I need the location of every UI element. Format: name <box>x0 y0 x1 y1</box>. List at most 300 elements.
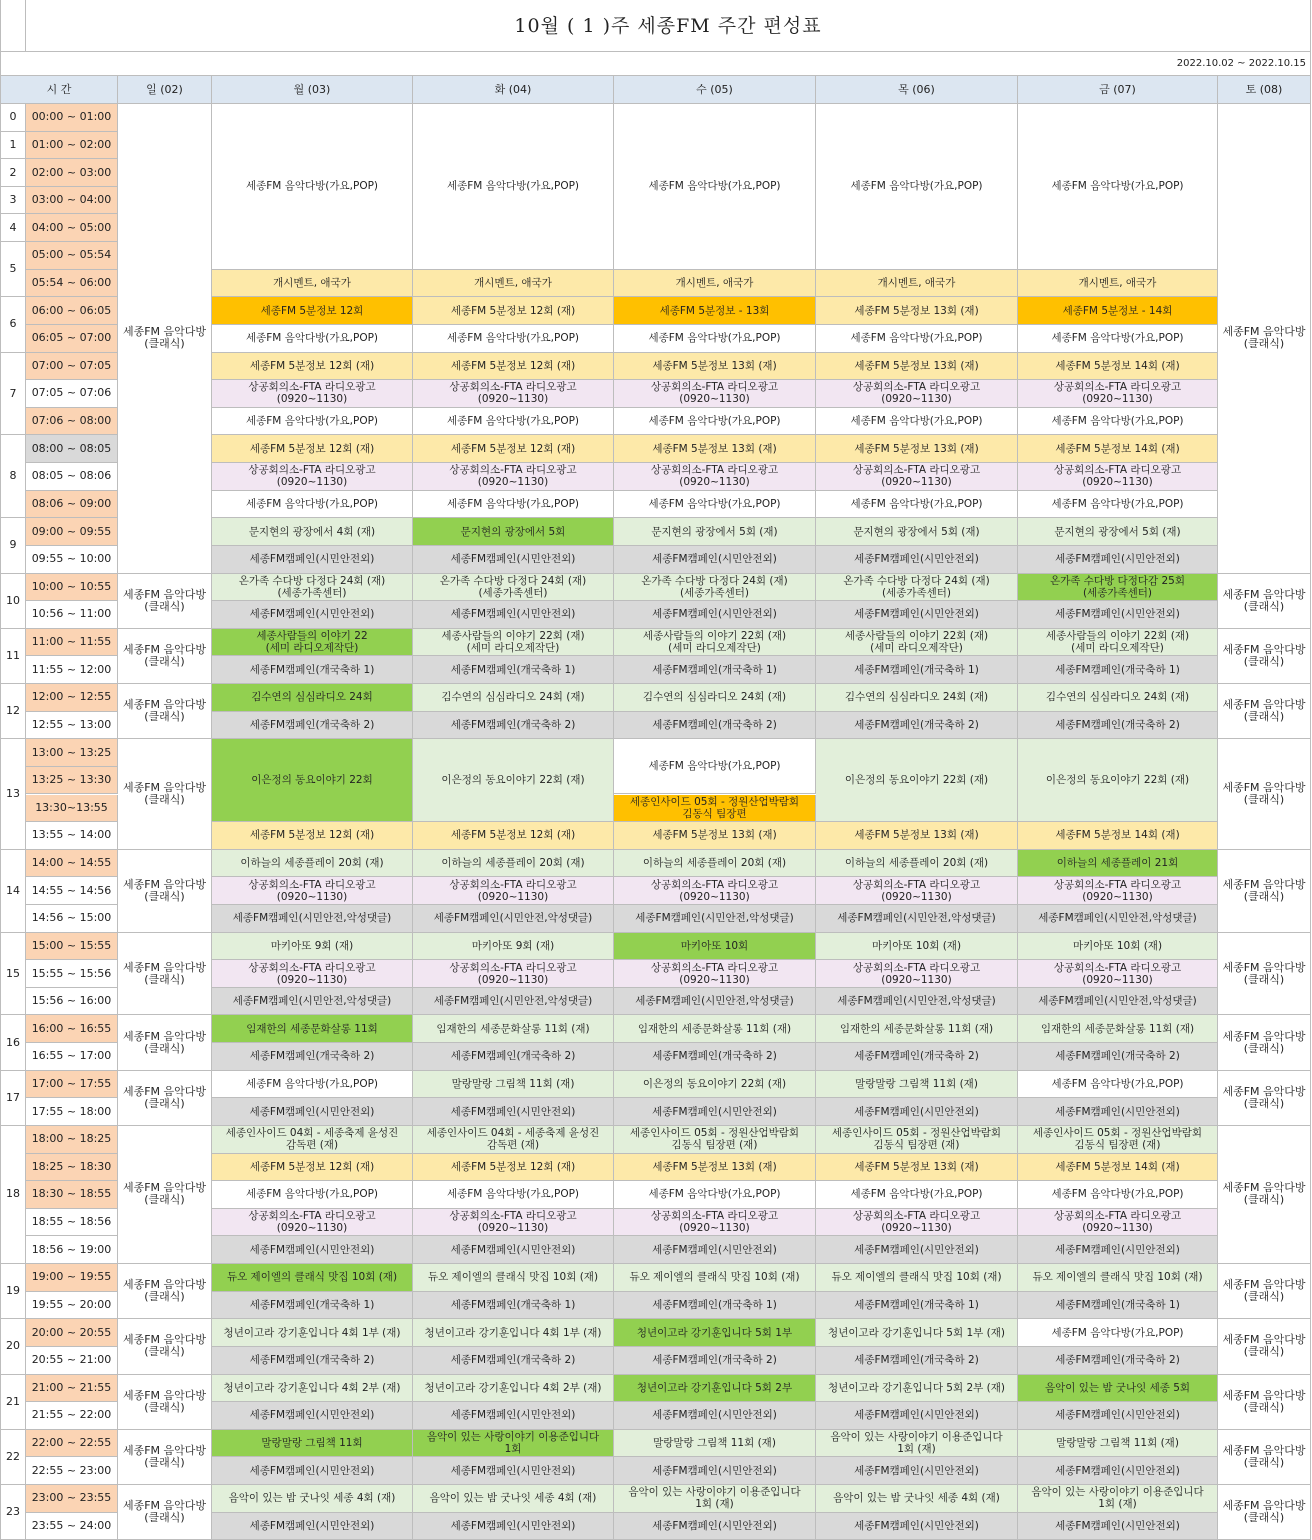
program-cell: 문지현의 광장에서 5회 (재) <box>1018 518 1218 546</box>
program-cell: 세종FM 5분정보 12회 (재) <box>413 353 614 381</box>
program-cell: 마키아또 10회 (재) <box>1018 933 1218 961</box>
saturday-program: 세종FM 음악다방 (클래식) <box>1218 1071 1311 1126</box>
program-cell: 상공회의소-FTA 라디오광고 (0920~1130) <box>413 463 614 491</box>
program-cell: 상공회의소-FTA 라디오광고 (0920~1130) <box>614 463 816 491</box>
program-cell: 상공회의소-FTA 라디오광고 (0920~1130) <box>816 380 1018 408</box>
program-cell: 상공회의소-FTA 라디오광고 (0920~1130) <box>413 1209 614 1237</box>
program-cell: 개시멘트, 애국가 <box>413 270 614 298</box>
sunday-program: 세종FM 음악다방 (클래식) <box>118 684 212 739</box>
hour-label: 5 <box>0 242 26 297</box>
program-cell: 임재한의 세종문화살롱 11회 (재) <box>816 1015 1018 1043</box>
program-cell: 세종FM캠페인(시민안전외) <box>816 1236 1018 1264</box>
program-cell: 세종FM 5분정보 12회 (재) <box>212 353 413 381</box>
sunday-program: 세종FM 음악다방 (클래식) <box>118 1430 212 1485</box>
program-cell: 세종FM 5분정보 13회 (재) <box>816 353 1018 381</box>
program-cell: 세종FM캠페인(개국축하 2) <box>1018 1347 1218 1375</box>
program-cell: 음악이 있는 사랑이야기 이용준입니다 1회 (재) <box>1018 1485 1218 1513</box>
time-slot: 02:00 ~ 03:00 <box>26 159 118 187</box>
time-slot: 15:56 ~ 16:00 <box>26 988 118 1016</box>
sunday-program: 세종FM 음악다방 (클래식) <box>118 850 212 933</box>
program-cell: 세종FM 음악다방(가요,POP) <box>413 1181 614 1209</box>
program-cell: 이은정의 동요이야기 22회 (재) <box>614 1071 816 1099</box>
program-cell: 이은정의 동요이야기 22회 (재) <box>1018 739 1218 822</box>
program-cell: 청년이고라 강기훈입니다 5회 1부 (재) <box>816 1319 1018 1347</box>
program-cell: 말랑말랑 그림책 11회 (재) <box>1018 1430 1218 1458</box>
program-cell: 상공회의소-FTA 라디오광고 (0920~1130) <box>816 877 1018 905</box>
program-cell: 세종FM캠페인(개국축하 2) <box>413 712 614 740</box>
program-cell: 세종FM 5분정보 14회 (재) <box>1018 822 1218 850</box>
program-cell: 이하늘의 세종플레이 20회 (재) <box>614 850 816 878</box>
sunday-program: 세종FM 음악다방 (클래식) <box>118 629 212 684</box>
time-slot: 14:00 ~ 14:55 <box>26 850 118 878</box>
sunday-program: 세종FM 음악다방 (클래식) <box>118 1485 212 1540</box>
sunday-program: 세종FM 음악다방 (클래식) <box>118 104 212 574</box>
program-cell: 세종FM 5분정보 13회 (재) <box>816 435 1018 463</box>
time-slot: 08:06 ~ 09:00 <box>26 491 118 519</box>
time-slot: 05:54 ~ 06:00 <box>26 270 118 298</box>
hour-label: 16 <box>0 1015 26 1070</box>
time-slot: 18:56 ~ 19:00 <box>26 1236 118 1264</box>
program-cell: 세종FM캠페인(시민안전외) <box>413 1457 614 1485</box>
saturday-program: 세종FM 음악다방 (클래식) <box>1218 574 1311 629</box>
saturday-program: 세종FM 음악다방 (클래식) <box>1218 1319 1311 1374</box>
sunday-program: 세종FM 음악다방 (클래식) <box>118 1264 212 1319</box>
sunday-program: 세종FM 음악다방 (클래식) <box>118 574 212 629</box>
program-cell: 세종FM캠페인(시민안전외) <box>413 546 614 574</box>
program-cell: 세종FM캠페인(시민안전외) <box>413 1098 614 1126</box>
program-cell: 세종FM캠페인(시민안전외) <box>816 1457 1018 1485</box>
saturday-program: 세종FM 음악다방 (클래식) <box>1218 1485 1311 1540</box>
program-cell: 세종FM캠페인(시민안전외) <box>212 1457 413 1485</box>
hour-label: 13 <box>0 739 26 849</box>
program-cell: 임재한의 세종문화살롱 11회 <box>212 1015 413 1043</box>
program-cell: 음악이 있는 밤 굿나잇 세종 4회 (재) <box>413 1485 614 1513</box>
program-cell: 청년이고라 강기훈입니다 5회 2부 <box>614 1375 816 1403</box>
time-slot: 18:55 ~ 18:56 <box>26 1209 118 1237</box>
program-cell: 세종FM 음악다방(가요,POP) <box>1018 325 1218 353</box>
hour-label: 23 <box>0 1485 26 1540</box>
time-slot: 22:55 ~ 23:00 <box>26 1457 118 1485</box>
header-time: 시 간 <box>0 76 118 104</box>
program-cell: 세종FM캠페인(개국축하 1) <box>413 1292 614 1320</box>
sunday-program: 세종FM 음악다방 (클래식) <box>118 1015 212 1070</box>
program-cell: 듀오 제이엘의 클래식 맛집 10회 (재) <box>614 1264 816 1292</box>
program-cell: 세종FM캠페인(개국축하 2) <box>614 1347 816 1375</box>
program-cell: 상공회의소-FTA 라디오광고 (0920~1130) <box>413 960 614 988</box>
program-cell: 세종FM캠페인(시민안전외) <box>1018 1513 1218 1540</box>
time-slot: 09:55 ~ 10:00 <box>26 546 118 574</box>
program-cell: 세종FM캠페인(시민안전외) <box>1018 546 1218 574</box>
program-cell: 세종FM캠페인(시민안전외) <box>212 546 413 574</box>
program-cell: 문지현의 광장에서 5회 <box>413 518 614 546</box>
program-cell: 음악이 있는 사랑이야기 이용준입니다 1회 (재) <box>614 1485 816 1513</box>
program-cell: 세종FM캠페인(시민안전외) <box>1018 1457 1218 1485</box>
program-cell: 청년이고라 강기훈입니다 4회 1부 (재) <box>413 1319 614 1347</box>
program-cell: 세종FM캠페인(시민안전,악성댓글) <box>1018 905 1218 933</box>
program-cell: 김수연의 심심라디오 24회 (재) <box>614 684 816 712</box>
program-cell: 세종FM캠페인(시민안전외) <box>1018 1236 1218 1264</box>
hour-label: 0 <box>0 104 26 132</box>
program-cell: 세종FM캠페인(시민안전,악성댓글) <box>614 988 816 1016</box>
program-cell: 이은정의 동요이야기 22회 (재) <box>816 739 1018 822</box>
program-cell: 세종FM 음악다방(가요,POP) <box>212 408 413 436</box>
program-cell: 세종FM 음악다방(가요,POP) <box>1018 1181 1218 1209</box>
hour-label: 4 <box>0 214 26 242</box>
program-cell: 세종FM캠페인(시민안전외) <box>816 601 1018 629</box>
saturday-program: 세종FM 음악다방 (클래식) <box>1218 104 1311 574</box>
program-cell: 세종FM 음악다방(가요,POP) <box>1018 1071 1218 1099</box>
time-slot: 17:55 ~ 18:00 <box>26 1098 118 1126</box>
program-cell: 상공회의소-FTA 라디오광고 (0920~1130) <box>413 877 614 905</box>
program-cell: 온가족 수다방 다정다 24회 (재) (세종가족센터) <box>413 574 614 602</box>
program-cell: 세종사람들의 이야기 22회 (재) (세미 라디오제작단) <box>413 629 614 657</box>
program-cell: 세종FM캠페인(개국축하 1) <box>816 656 1018 684</box>
program-cell: 상공회의소-FTA 라디오광고 (0920~1130) <box>614 1209 816 1237</box>
program-cell: 이은정의 동요이야기 22회 <box>212 739 413 822</box>
program-cell: 청년이고라 강기훈입니다 4회 1부 (재) <box>212 1319 413 1347</box>
program-cell: 세종FM캠페인(시민안전외) <box>816 1402 1018 1430</box>
program-cell: 상공회의소-FTA 라디오광고 (0920~1130) <box>413 380 614 408</box>
program-cell: 세종FM캠페인(개국축하 2) <box>413 1347 614 1375</box>
program-cell: 세종FM캠페인(시민안전외) <box>614 1098 816 1126</box>
hour-label: 6 <box>0 297 26 352</box>
header-day-4: 수 (05) <box>614 76 816 104</box>
program-cell: 세종FM 5분정보 12회 (재) <box>413 822 614 850</box>
program-cell: 상공회의소-FTA 라디오광고 (0920~1130) <box>816 463 1018 491</box>
program-cell: 세종FM 음악다방(가요,POP) <box>413 491 614 519</box>
time-slot: 19:55 ~ 20:00 <box>26 1292 118 1320</box>
time-slot: 18:00 ~ 18:25 <box>26 1126 118 1154</box>
time-slot: 11:55 ~ 12:00 <box>26 656 118 684</box>
program-cell: 청년이고라 강기훈입니다 4회 2부 (재) <box>413 1375 614 1403</box>
time-slot: 12:00 ~ 12:55 <box>26 684 118 712</box>
time-slot: 11:00 ~ 11:55 <box>26 629 118 657</box>
program-cell: 세종인사이드 04회 - 세종축제 윤성진 감독편 (재) <box>413 1126 614 1154</box>
program-cell: 상공회의소-FTA 라디오광고 (0920~1130) <box>212 380 413 408</box>
program-cell: 세종FM 음악다방(가요,POP) <box>816 325 1018 353</box>
program-cell: 세종FM캠페인(개국축하 1) <box>816 1292 1018 1320</box>
time-slot: 13:30~13:55 <box>26 795 118 823</box>
time-slot: 00:00 ~ 01:00 <box>26 104 118 132</box>
hour-label: 15 <box>0 933 26 1016</box>
saturday-program: 세종FM 음악다방 (클래식) <box>1218 684 1311 739</box>
time-slot: 06:00 ~ 06:05 <box>26 297 118 325</box>
time-slot: 04:00 ~ 05:00 <box>26 214 118 242</box>
program-cell: 세종FM캠페인(개국축하 2) <box>816 1043 1018 1071</box>
program-cell: 문지현의 광장에서 4회 (재) <box>212 518 413 546</box>
program-cell: 상공회의소-FTA 라디오광고 (0920~1130) <box>816 960 1018 988</box>
time-slot: 01:00 ~ 02:00 <box>26 132 118 160</box>
program-cell: 세종FM캠페인(시민안전외) <box>614 546 816 574</box>
program-cell: 세종FM캠페인(시민안전,악성댓글) <box>816 988 1018 1016</box>
time-slot: 16:00 ~ 16:55 <box>26 1015 118 1043</box>
program-cell: 청년이고라 강기훈입니다 5회 2부 (재) <box>816 1375 1018 1403</box>
time-slot: 08:00 ~ 08:05 <box>26 435 118 463</box>
program-cell: 세종FM캠페인(개국축하 2) <box>212 1347 413 1375</box>
program-cell: 세종FM캠페인(개국축하 2) <box>816 712 1018 740</box>
program-cell: 청년이고라 강기훈입니다 4회 2부 (재) <box>212 1375 413 1403</box>
program-cell: 세종FM캠페인(시민안전외) <box>413 1402 614 1430</box>
header-day-5: 목 (06) <box>816 76 1018 104</box>
program-cell: 세종FM캠페인(개국축하 2) <box>614 1043 816 1071</box>
program-cell: 세종FM 5분정보 12회 <box>212 297 413 325</box>
program-cell: 마키아또 10회 (재) <box>816 933 1018 961</box>
program-cell: 세종FM캠페인(시민안전외) <box>614 1513 816 1540</box>
program-cell: 문지현의 광장에서 5회 (재) <box>614 518 816 546</box>
hour-label: 14 <box>0 850 26 933</box>
program-cell: 김수연의 심심라디오 24회 (재) <box>816 684 1018 712</box>
program-cell: 세종FM 5분정보 12회 (재) <box>212 822 413 850</box>
program-cell: 세종사람들의 이야기 22 (세미 라디오제작단) <box>212 629 413 657</box>
program-cell: 김수연의 심심라디오 24회 (재) <box>1018 684 1218 712</box>
time-slot: 23:55 ~ 24:00 <box>26 1513 118 1540</box>
hour-label: 20 <box>0 1319 26 1374</box>
sunday-program: 세종FM 음악다방 (클래식) <box>118 1071 212 1126</box>
program-cell: 상공회의소-FTA 라디오광고 (0920~1130) <box>816 1209 1018 1237</box>
program-cell: 세종FM캠페인(시민안전외) <box>212 1236 413 1264</box>
program-cell: 세종FM캠페인(시민안전외) <box>212 1402 413 1430</box>
program-cell: 세종FM 5분정보 13회 (재) <box>816 297 1018 325</box>
time-slot: 07:00 ~ 07:05 <box>26 353 118 381</box>
program-cell: 세종FM 음악다방(가요,POP) <box>614 408 816 436</box>
program-cell: 이하늘의 세종플레이 20회 (재) <box>413 850 614 878</box>
program-cell: 세종FM 음악다방(가요,POP) <box>212 104 413 270</box>
program-cell: 세종FM캠페인(시민안전외) <box>413 1236 614 1264</box>
saturday-program: 세종FM 음악다방 (클래식) <box>1218 1430 1311 1485</box>
program-cell: 이하늘의 세종플레이 21회 <box>1018 850 1218 878</box>
program-cell: 세종인사이드 05회 - 정원산업박람회 김동식 팀장편 <box>614 795 816 823</box>
sunday-program: 세종FM 음악다방 (클래식) <box>118 1126 212 1264</box>
program-cell: 세종FM 5분정보 13회 (재) <box>816 1154 1018 1182</box>
date-range: 2022.10.02 ~ 2022.10.15 <box>0 52 1311 76</box>
program-cell: 세종FM 5분정보 12회 (재) <box>413 297 614 325</box>
time-slot: 18:25 ~ 18:30 <box>26 1154 118 1182</box>
program-cell: 임재한의 세종문화살롱 11회 (재) <box>614 1015 816 1043</box>
program-cell: 세종FM 음악다방(가요,POP) <box>816 491 1018 519</box>
hour-label: 21 <box>0 1375 26 1430</box>
program-cell: 세종FM 음악다방(가요,POP) <box>413 408 614 436</box>
header-day-2: 월 (03) <box>212 76 413 104</box>
program-cell: 세종FM캠페인(시민안전외) <box>614 601 816 629</box>
program-cell: 상공회의소-FTA 라디오광고 (0920~1130) <box>614 380 816 408</box>
program-cell: 세종FM 음악다방(가요,POP) <box>212 491 413 519</box>
program-cell: 세종FM캠페인(시민안전외) <box>1018 601 1218 629</box>
time-slot: 07:05 ~ 07:06 <box>26 380 118 408</box>
program-cell: 세종FM캠페인(개국축하 1) <box>1018 656 1218 684</box>
time-slot: 22:00 ~ 22:55 <box>26 1430 118 1458</box>
program-cell: 상공회의소-FTA 라디오광고 (0920~1130) <box>212 1209 413 1237</box>
program-cell: 개시멘트, 애국가 <box>816 270 1018 298</box>
time-slot: 05:00 ~ 05:54 <box>26 242 118 270</box>
time-slot: 10:56 ~ 11:00 <box>26 601 118 629</box>
program-cell: 세종FM 5분정보 12회 (재) <box>212 435 413 463</box>
header-day-6: 금 (07) <box>1018 76 1218 104</box>
saturday-program: 세종FM 음악다방 (클래식) <box>1218 1015 1311 1070</box>
program-cell: 세종FM캠페인(개국축하 1) <box>212 1292 413 1320</box>
program-cell: 김수연의 심심라디오 24회 <box>212 684 413 712</box>
saturday-program: 세종FM 음악다방 (클래식) <box>1218 850 1311 933</box>
program-cell: 세종FM캠페인(시민안전외) <box>212 1098 413 1126</box>
program-cell: 음악이 있는 밤 굿나잇 세종 5회 <box>1018 1375 1218 1403</box>
header-day-7: 토 (08) <box>1218 76 1311 104</box>
program-cell: 세종FM캠페인(개국축하 1) <box>614 656 816 684</box>
program-cell: 세종FM캠페인(개국축하 2) <box>816 1347 1018 1375</box>
program-cell: 말랑말랑 그림책 11회 (재) <box>816 1071 1018 1099</box>
hour-label: 2 <box>0 159 26 187</box>
hour-label: 7 <box>0 353 26 436</box>
program-cell: 세종FM캠페인(개국축하 1) <box>212 656 413 684</box>
sunday-program: 세종FM 음악다방 (클래식) <box>118 1375 212 1430</box>
program-cell: 듀오 제이엘의 클래식 맛집 10회 (재) <box>413 1264 614 1292</box>
time-slot: 15:55 ~ 15:56 <box>26 960 118 988</box>
hour-label: 19 <box>0 1264 26 1319</box>
sunday-program: 세종FM 음악다방 (클래식) <box>118 933 212 1016</box>
program-cell: 세종FM캠페인(시민안전,악성댓글) <box>212 905 413 933</box>
time-slot: 10:00 ~ 10:55 <box>26 574 118 602</box>
program-cell: 듀오 제이엘의 클래식 맛집 10회 (재) <box>816 1264 1018 1292</box>
time-slot: 16:55 ~ 17:00 <box>26 1043 118 1071</box>
header-day-1: 일 (02) <box>118 76 212 104</box>
time-slot: 20:55 ~ 21:00 <box>26 1347 118 1375</box>
sunday-program: 세종FM 음악다방 (클래식) <box>118 739 212 849</box>
program-cell: 세종FM캠페인(개국축하 1) <box>614 1292 816 1320</box>
program-cell: 말랑말랑 그림책 11회 <box>212 1430 413 1458</box>
hour-label: 18 <box>0 1126 26 1264</box>
program-cell: 온가족 수다방 다정다 24회 (재) (세종가족센터) <box>212 574 413 602</box>
program-cell: 온가족 수다방 다정다 24회 (재) (세종가족센터) <box>816 574 1018 602</box>
time-slot: 13:55 ~ 14:00 <box>26 822 118 850</box>
program-cell: 세종FM 음악다방(가요,POP) <box>816 408 1018 436</box>
program-cell: 마키아또 10회 <box>614 933 816 961</box>
program-cell: 임재한의 세종문화살롱 11회 (재) <box>413 1015 614 1043</box>
program-cell: 세종FM 음악다방(가요,POP) <box>212 325 413 353</box>
program-cell: 듀오 제이엘의 클래식 맛집 10회 (재) <box>212 1264 413 1292</box>
program-cell: 개시멘트, 애국가 <box>614 270 816 298</box>
program-cell: 세종FM캠페인(시민안전외) <box>614 1402 816 1430</box>
program-cell: 세종사람들의 이야기 22회 (재) (세미 라디오제작단) <box>614 629 816 657</box>
program-cell: 세종FM캠페인(개국축하 1) <box>413 656 614 684</box>
program-cell: 세종FM 음악다방(가요,POP) <box>614 739 816 794</box>
program-cell: 세종FM 음악다방(가요,POP) <box>614 325 816 353</box>
program-cell: 세종FM 음악다방(가요,POP) <box>816 1181 1018 1209</box>
program-cell: 세종FM 음악다방(가요,POP) <box>1018 1319 1218 1347</box>
program-cell: 세종FM 음악다방(가요,POP) <box>1018 491 1218 519</box>
time-slot: 13:00 ~ 13:25 <box>26 739 118 767</box>
program-cell: 세종FM캠페인(시민안전,악성댓글) <box>1018 988 1218 1016</box>
program-cell: 세종FM캠페인(개국축하 2) <box>1018 712 1218 740</box>
program-cell: 이은정의 동요이야기 22회 (재) <box>413 739 614 822</box>
hour-label: 12 <box>0 684 26 739</box>
hour-label: 22 <box>0 1430 26 1485</box>
program-cell: 음악이 있는 사랑이야기 이용준입니다 1회 (재) <box>816 1430 1018 1458</box>
program-cell: 세종FM 5분정보 12회 (재) <box>212 1154 413 1182</box>
program-cell: 세종FM캠페인(개국축하 2) <box>614 712 816 740</box>
program-cell: 세종FM캠페인(시민안전외) <box>413 1513 614 1540</box>
program-cell: 세종사람들의 이야기 22회 (재) (세미 라디오제작단) <box>816 629 1018 657</box>
program-cell: 상공회의소-FTA 라디오광고 (0920~1130) <box>1018 380 1218 408</box>
program-cell: 상공회의소-FTA 라디오광고 (0920~1130) <box>1018 960 1218 988</box>
program-cell: 세종FM 음악다방(가요,POP) <box>413 325 614 353</box>
time-slot: 21:55 ~ 22:00 <box>26 1402 118 1430</box>
program-cell: 세종FM 음악다방(가요,POP) <box>212 1071 413 1099</box>
program-cell: 상공회의소-FTA 라디오광고 (0920~1130) <box>212 877 413 905</box>
program-cell: 세종인사이드 05회 - 정원산업박람회 김동식 팀장편 (재) <box>1018 1126 1218 1154</box>
time-slot: 15:00 ~ 15:55 <box>26 933 118 961</box>
program-cell: 세종FM캠페인(개국축하 2) <box>413 1043 614 1071</box>
program-cell: 말랑말랑 그림책 11회 (재) <box>614 1430 816 1458</box>
program-cell: 세종FM 5분정보 14회 (재) <box>1018 435 1218 463</box>
program-cell: 세종FM캠페인(시민안전,악성댓글) <box>614 905 816 933</box>
hour-label: 17 <box>0 1071 26 1126</box>
program-cell: 상공회의소-FTA 라디오광고 (0920~1130) <box>614 960 816 988</box>
program-cell: 김수연의 심심라디오 24회 (재) <box>413 684 614 712</box>
program-cell: 세종FM캠페인(시민안전,악성댓글) <box>413 905 614 933</box>
program-cell: 세종FM 5분정보 14회 (재) <box>1018 353 1218 381</box>
program-cell: 세종FM 음악다방(가요,POP) <box>614 1181 816 1209</box>
program-cell: 세종인사이드 05회 - 정원산업박람회 김동식 팀장편 (재) <box>614 1126 816 1154</box>
sunday-program: 세종FM 음악다방 (클래식) <box>118 1319 212 1374</box>
program-cell: 세종FM캠페인(개국축하 2) <box>212 1043 413 1071</box>
time-slot: 13:25 ~ 13:30 <box>26 767 118 795</box>
time-slot: 18:30 ~ 18:55 <box>26 1181 118 1209</box>
program-cell: 임재한의 세종문화살롱 11회 (재) <box>1018 1015 1218 1043</box>
time-slot: 23:00 ~ 23:55 <box>26 1485 118 1513</box>
time-slot: 21:00 ~ 21:55 <box>26 1375 118 1403</box>
time-slot: 20:00 ~ 20:55 <box>26 1319 118 1347</box>
program-cell: 세종FM 5분정보 13회 (재) <box>614 435 816 463</box>
program-cell: 세종FM 5분정보 - 13회 <box>614 297 816 325</box>
program-cell: 음악이 있는 사랑이야기 이용준입니다 1회 <box>413 1430 614 1458</box>
time-slot: 14:56 ~ 15:00 <box>26 905 118 933</box>
program-cell: 이하늘의 세종플레이 20회 (재) <box>816 850 1018 878</box>
hour-label: 3 <box>0 187 26 215</box>
program-cell: 말랑말랑 그림책 11회 (재) <box>413 1071 614 1099</box>
program-cell: 세종FM캠페인(시민안전외) <box>413 601 614 629</box>
program-cell: 세종인사이드 05회 - 정원산업박람회 김동식 팀장편 (재) <box>816 1126 1018 1154</box>
program-cell: 세종FM 5분정보 13회 (재) <box>614 1154 816 1182</box>
hour-label: 8 <box>0 435 26 518</box>
program-cell: 세종FM 5분정보 13회 (재) <box>614 822 816 850</box>
program-cell: 개시멘트, 애국가 <box>212 270 413 298</box>
program-cell: 세종FM캠페인(시민안전외) <box>1018 1098 1218 1126</box>
program-cell: 세종FM 5분정보 - 14회 <box>1018 297 1218 325</box>
program-cell: 문지현의 광장에서 5회 (재) <box>816 518 1018 546</box>
program-cell: 상공회의소-FTA 라디오광고 (0920~1130) <box>1018 463 1218 491</box>
program-cell: 세종FM 음악다방(가요,POP) <box>1018 408 1218 436</box>
time-slot: 12:55 ~ 13:00 <box>26 712 118 740</box>
time-slot: 08:05 ~ 08:06 <box>26 463 118 491</box>
program-cell: 상공회의소-FTA 라디오광고 (0920~1130) <box>614 877 816 905</box>
program-cell: 세종FM캠페인(시민안전외) <box>816 1098 1018 1126</box>
program-cell: 세종인사이드 04회 - 세종축제 윤성진 감독편 (재) <box>212 1126 413 1154</box>
program-cell: 세종FM 5분정보 13회 (재) <box>816 822 1018 850</box>
saturday-program: 세종FM 음악다방 (클래식) <box>1218 739 1311 849</box>
time-slot: 19:00 ~ 19:55 <box>26 1264 118 1292</box>
saturday-program: 세종FM 음악다방 (클래식) <box>1218 1375 1311 1430</box>
hour-label: 10 <box>0 574 26 629</box>
program-cell: 세종FM캠페인(시민안전외) <box>212 1513 413 1540</box>
program-cell: 세종FM캠페인(시민안전외) <box>614 1236 816 1264</box>
program-cell: 개시멘트, 애국가 <box>1018 270 1218 298</box>
program-cell: 상공회의소-FTA 라디오광고 (0920~1130) <box>212 463 413 491</box>
program-cell: 온가족 수다방 다정다 24회 (재) (세종가족센터) <box>614 574 816 602</box>
program-cell: 세종FM캠페인(시민안전외) <box>212 601 413 629</box>
title-corner <box>0 0 26 52</box>
hour-label: 1 <box>0 132 26 160</box>
program-cell: 세종FM캠페인(개국축하 2) <box>1018 1043 1218 1071</box>
header-day-3: 화 (04) <box>413 76 614 104</box>
page-title: 10월 ( 1 )주 세종FM 주간 편성표 <box>26 0 1311 52</box>
